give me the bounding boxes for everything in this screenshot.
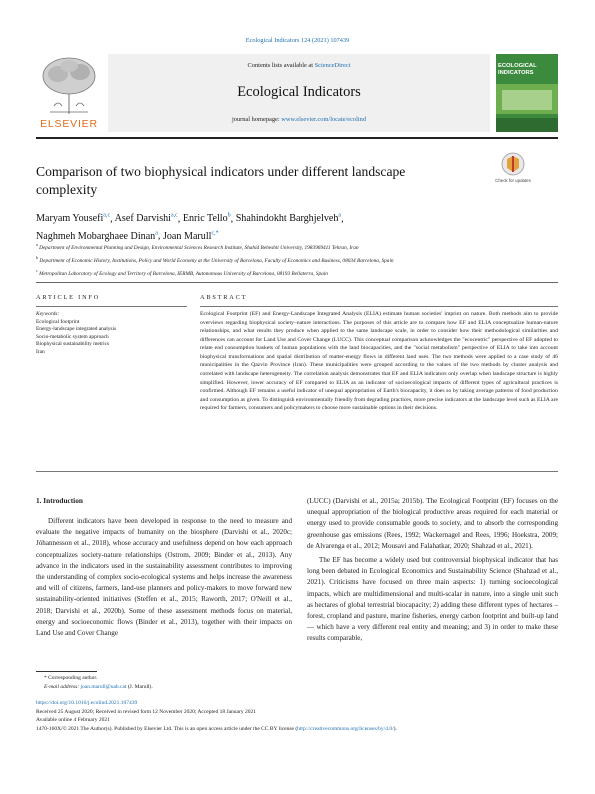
author[interactable]: Shahindokht Barghjelveh$^a$ — [235, 213, 342, 225]
section-rule — [36, 282, 558, 283]
author[interactable]: Naghmeh Mobarghaee Dinan$^a$ — [36, 230, 158, 242]
license-link[interactable]: http://creativecommons.org/licenses/by/4.0/ — [297, 725, 394, 732]
body-paragraph: (LUCC) (Darvishi et al., 2015a; 2015b). The Ecological Footprint (EF) focuses on the unequal appropriation of the biological productive areas required for each material or energy used to provide consumable goods to society, and to absorb the corresponding greenhouse gas emissions (Rees, 1992; Wackernagel and Rees, 1996; Hoekstra, 2009; de Alvarenga et al., 2012; Mousavi and Falahatkar, 2020; Shahzad et al., 2021). — [307, 497, 558, 550]
author[interactable]: Maryam Yousefi$^{a,c}$ — [36, 213, 111, 225]
email-line: E-mail address: joan.marull@uab.cat (J. Marull). — [44, 684, 153, 690]
footnote-rule — [36, 671, 97, 672]
introduction-heading: 1. Introduction — [36, 496, 83, 505]
keyword: Biophysical sustainability metrics — [36, 341, 110, 348]
corresponding-footnote — [44, 674, 344, 692]
doi-link[interactable]: https://doi.org/10.1016/j.ecolind.2021.107439 — [36, 700, 138, 706]
cover-title: ECOLOGICAL INDICATORS — [498, 63, 537, 76]
check-for-updates-icon[interactable] — [498, 150, 528, 180]
check-for-updates-label[interactable]: Check for updates — [495, 178, 531, 183]
author[interactable]: Joan Marull$^{c,*}$ — [162, 230, 219, 242]
available-online: Available online 4 February 2021 — [36, 717, 110, 723]
abstract-text: Ecological Footprint (EF) and Energy-Landscape Integrated Analysis (ELIA) estimate human societies' imprint on nature. Both methods aim to provide overviews regarding biophysical society–nature interactions. The purposes of this article are to compare how EF and ELIA conceptualize human-nature relationships, and what results they produce when applied to the same landscape scale, in order to consider how their methodological similarities and differences can account for Land Use and Cover Change (LUCC). This conceptual comparison acknowledges the "ecocentric" perspective of EF adopted to relate end consumption baskets of human populations with the land biocapacities, and the "social metabolism" perspective of ELIA to take into account biophysical transformations and spatial distribution of matter-energy flows in different land uses. The two methods were applied to a case study of 46 municipalities in the Qazvin Province (Iran). These municipalities were grouped according to the values of the two methods by cluster analysis and correlated with landscape heterogeneity. The correlation analysis demonstrates that EF and ELIA indicators only overlap when landscape structure is highly simplified. However, lower accuracy of EF compared to ELIA as an indicator of socioecological impacts of different types of agricultural practices is confirmed. Although EF remains a useful indicator of unequal appropriation of Earth's biocapacity, it does so by taking average patterns of food production and consumption as given. To distinguish environmentally friendly from degrading practices, more precise indicators at the landscape level such as ELIA are required for farmers, consumers and policymakers to choose more sustainable options in their decisions. — [200, 311, 558, 412]
affiliation: $^a$ Department of Environmental Planning and Design, Environmental Sciences Research Institute, Shahid Beheshti University, 1983969411 Tehran, Iran — [36, 242, 359, 251]
author[interactable]: Asef Darvishi$^{a,c}$ — [114, 213, 178, 225]
article-info-rule — [36, 306, 187, 307]
journal-reference[interactable]: Ecological Indicators 124 (2021) 107439 — [245, 37, 350, 44]
body-right-column — [307, 496, 558, 645]
body-paragraph: The EF has become a widely used but controversial biophysical indicator that has long been debated in Ecological Economics and Sustainability Science (Shahzad et al., 2021). Criticisms have focused on three main aspects: 1) turning socioecological impacts, which are multidimensional and multi-scalar in nature, into a single unit such as hectares of global terrestrial biocapacity; 2) adding these different types of hectares –forest, cropland and pasture, marine fisheries, energy carbon footprint and built-up land— which have a very different real entity and meaning; and 3) in order to make these results comparable, — [307, 556, 558, 643]
keywords-label: Keywords: — [36, 311, 60, 317]
received-dates: Received 25 August 2020; Received in revised form 12 November 2020; Accepted 18 January 2021 — [36, 708, 256, 715]
keyword: Energy-landscape integrated analysis — [36, 326, 117, 333]
header-rule — [36, 137, 558, 139]
affiliation: $^b$ Department of Economic History, Institutions, Policy and World Economy at the University of Barcelona, Faculty of Economics and Business, 08034 Barcelona, Spain — [36, 254, 394, 264]
abstract-heading: ABSTRACT — [200, 294, 248, 301]
keyword: Socio-metabolic system approach — [36, 333, 109, 340]
corresponding-author-note: * Corresponding author. — [44, 675, 98, 681]
contents-line — [108, 62, 490, 69]
article-info-heading: ARTICLE INFO — [36, 294, 101, 301]
publication-info — [36, 699, 558, 733]
article-title: Comparison of two biophysical indicators under different landscape complexity — [36, 164, 406, 197]
abstract-rule — [200, 306, 558, 307]
affiliation: $^c$ Metropolitan Laboratory of Ecology and Territory of Barcelona, IERMB, Autonomous University of Barcelona, 08193 Bellaterra, Spain — [36, 267, 328, 277]
keyword: Iran — [36, 348, 45, 355]
homepage-link[interactable]: www.elsevier.com/locate/ecolind — [281, 116, 367, 123]
keyword: Ecological footprint — [36, 319, 80, 325]
journal-title: Ecological Indicators — [237, 84, 361, 100]
homepage-prefix: journal homepage: — [231, 116, 282, 123]
author[interactable]: Enric Tello$^b$ — [182, 213, 231, 225]
body-left-column: Different indicators have been developed in response to the need to measure and evaluate the negative impacts of humanity on the biosphere (Darvishi et al., 2020c; Jóhannesson et al., 2018), whose accuracy and usefulness depend on how each approach conceptualizes society-nature relationships (Ostrom, 2009; Binder et al., 2013). Any advance in the indicators used in the sustainability assessment contributes to improving the understanding of complex socio-ecological systems and helps increase the awareness and will of citizens, farmers, land-use planners and policy-makers to move forward new sustainability-oriented initiatives (Steffen et al., 2015; Raworth, 2017; O'Neill et al., 2018; Darvishi et al., 2020b). Some of these assessment methods focus on material, energy and socioeconomic flows (Binder et al., 2013), together with their impacts on Land Use and Cover Change — [36, 517, 292, 638]
publisher-name: ELSEVIER — [40, 118, 98, 130]
email-link[interactable]: joan.marull@uab.cat — [80, 684, 127, 690]
affiliation-list — [36, 240, 558, 278]
keyword-list — [36, 319, 187, 356]
license-line: 1470-160X/© 2021 The Author(s). Published by Elsevier Ltd. This is an open access article under the CC BY license (http://creativecommons.org/licenses/by/4.0/). — [36, 725, 397, 732]
contents-prefix: Contents lists available at — [247, 62, 315, 69]
journal-homepage-line — [108, 116, 490, 123]
sciencedirect-link[interactable]: ScienceDirect — [314, 62, 351, 69]
body-rule — [36, 471, 558, 472]
author-list: Maryam Yousefi$^{a,c}$, Asef Darvishi$^{a,c}$, Enric Tello$^b$, Shahindokht Barghjelveh$^a$, Naghmeh Mobarghaee Dinan$^a$, Joan Marull$^{c,*}$ — [36, 213, 344, 242]
